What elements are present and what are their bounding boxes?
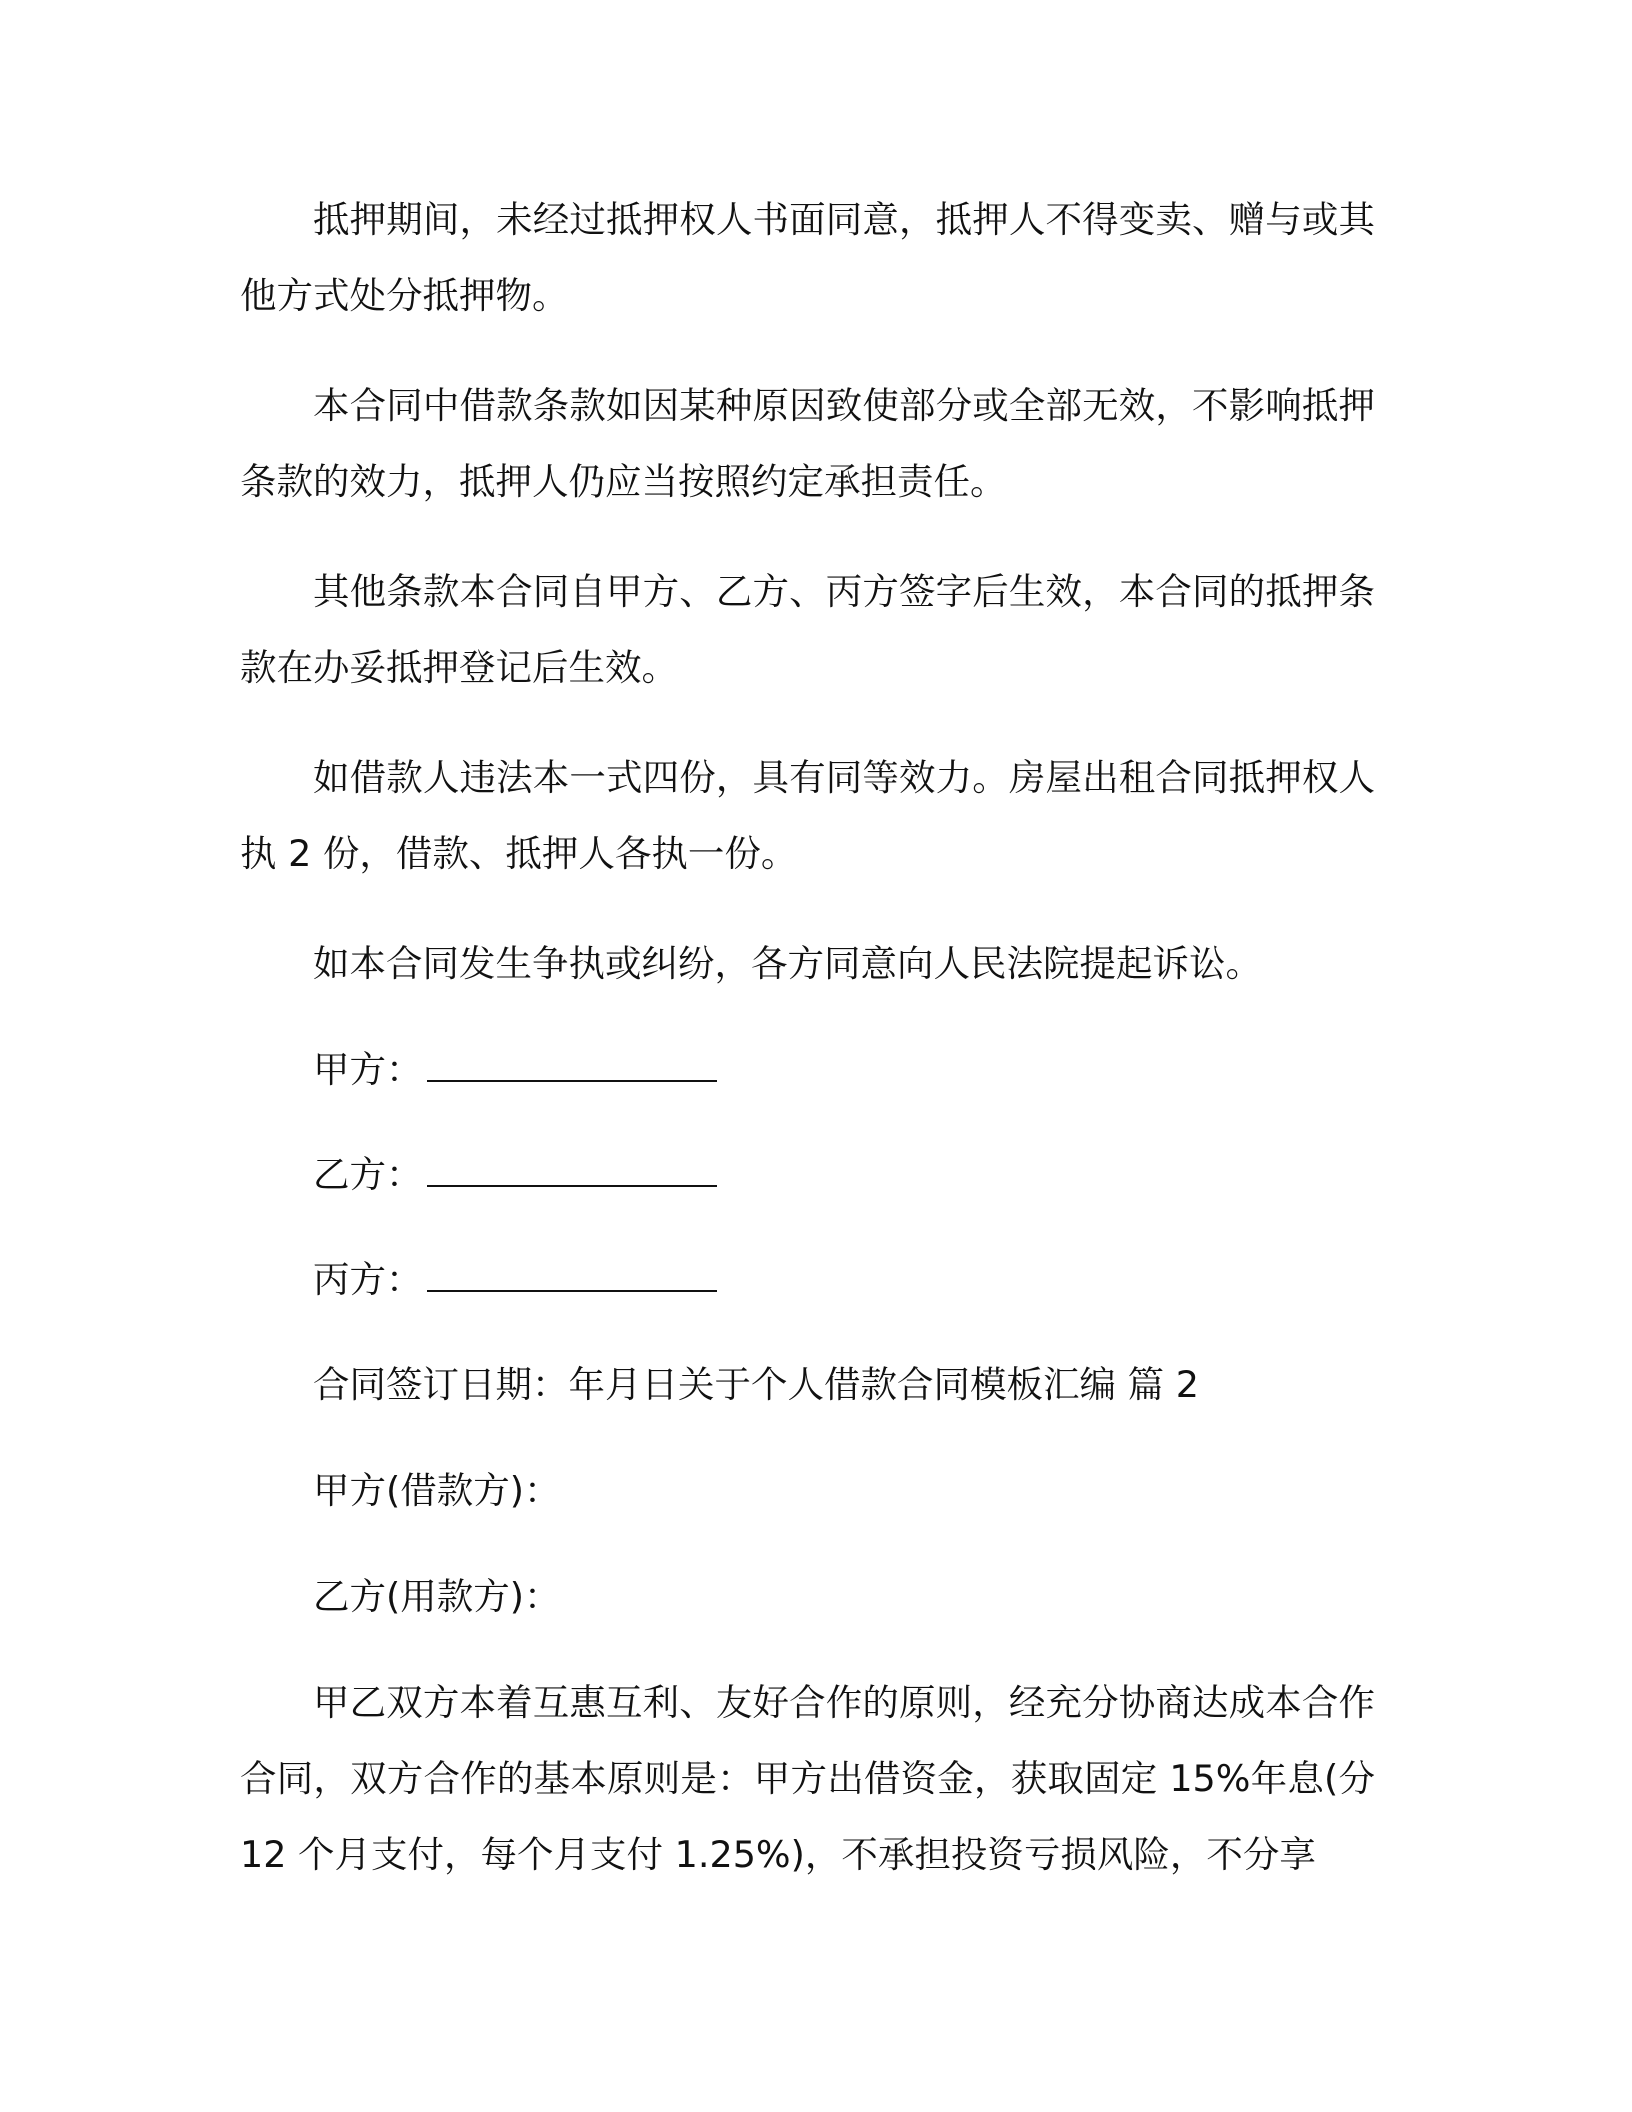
party-a-lender: 甲方(借款方)： — [313, 1469, 561, 1512]
party-b-borrower: 乙方(用款方)： — [313, 1575, 561, 1618]
paragraph-copies: 如借款人违法本一式四份，具有同等效力。房屋出租合同抵押权人执 2 份，借款、抵押人各执一份。 — [240, 756, 1375, 875]
document-body — [240, 182, 1375, 1927]
signature-party-b — [240, 1137, 1375, 1213]
signature-line — [427, 1034, 717, 1082]
signature-party-a — [240, 1032, 1375, 1108]
paragraph-cooperation-principle: 甲乙双方本着互惠互利、友好合作的原则，经充分协商达成本合作合同，双方合作的基本原则是：甲方出借资金，获取固定 15%年息(分 12 个月支付，每个月支付 1.25%)，不承担投资亏损风险，不分享 — [240, 1681, 1375, 1876]
signature-label: 乙方： — [313, 1153, 423, 1196]
signature-line — [427, 1244, 717, 1292]
paragraph-mortgage-restriction: 抵押期间，未经过抵押权人书面同意，抵押人不得变卖、赠与或其他方式处分抵押物。 — [240, 198, 1375, 317]
signature-line — [427, 1139, 717, 1187]
paragraph-dispute: 如本合同发生争执或纠纷，各方同意向人民法院提起诉讼。 — [313, 942, 1262, 985]
paragraph-loan-clause-validity: 本合同中借款条款如因某种原因致使部分或全部无效，不影响抵押条款的效力，抵押人仍应当按照约定承担责任。 — [240, 384, 1375, 503]
paragraph-effective-date: 其他条款本合同自甲方、乙方、丙方签字后生效，本合同的抵押条款在办妥抵押登记后生效。 — [240, 570, 1375, 689]
signature-label: 甲方： — [313, 1048, 423, 1091]
signature-party-c — [240, 1242, 1375, 1318]
signature-label: 丙方： — [313, 1258, 423, 1301]
contract-date-line: 合同签订日期：年月日关于个人借款合同模板汇编 篇 2 — [313, 1363, 1199, 1406]
